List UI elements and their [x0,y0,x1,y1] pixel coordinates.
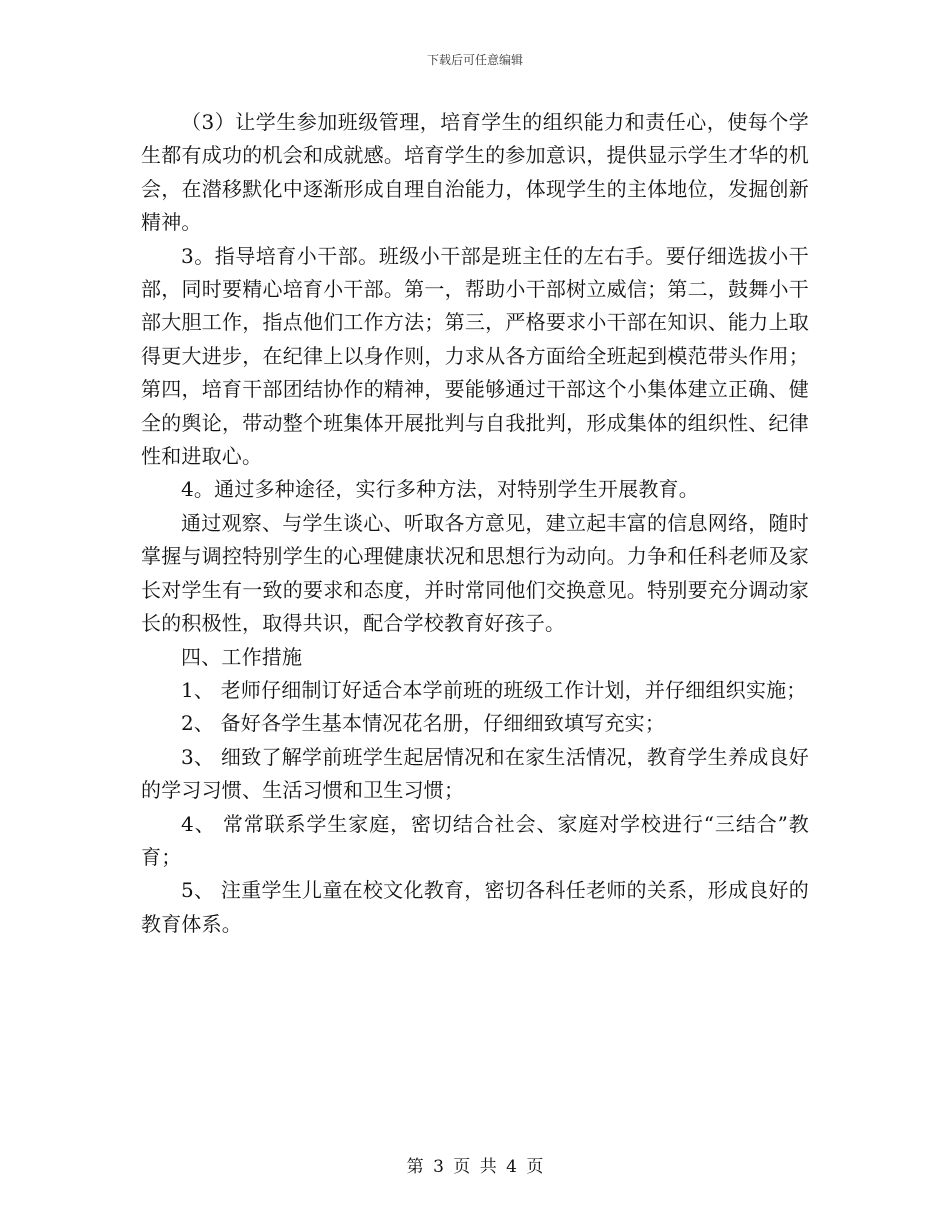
section-heading-measures: 四、工作措施 [181,644,303,669]
page-number-footer: 第 3 页 共 4 页 [406,1157,544,1177]
measure-item-1: 1、 老师仔细制订好适合本学前班的班级工作计划，并仔细组织实施； [181,677,807,702]
paragraph-special-students-body: 通过观察、与学生谈心、听取各方意见，建立起丰富的信息网络，随时掌握与调控特别学生的心理健康状况和思想行为动向。力争和任科老师及家长对学生有一致的要求和态度，并时常同他们交换意见。特别要充分调动家长的积极性，取得共识，配合学校教育好孩子。 [141,510,809,636]
paragraph-train-cadres: 3。指导培育小干部。班级小干部是班主任的左右手。要仔细选拔小干部，同时要精心培育小干部。第一，帮助小干部树立威信；第二，鼓舞小干部大胆工作，指点他们工作方法；第三，严格要求小干部在知识、能力上取得更大进步，在纪律上以身作则，力求从各方面给全班起到模范带头作用；第四，培育干部团结协作的精神，要能够通过干部这个小集体建立正确、健全的舆论，带动整个班集体开展批判与自我批判，形成集体的组织性、纪律性和进取心。 [141,243,809,469]
document-body [141,106,809,941]
page-header: 下载后可任意编辑 [426,53,523,67]
measure-item-5: 5、 注重学生儿童在校文化教育，密切各科任老师的关系，形成良好的教育体系。 [141,878,809,936]
measure-item-4: 4、 常常联系学生家庭，密切结合社会、家庭对学校进行“三结合”教育； [141,811,809,869]
measure-item-3: 3、 细致了解学前班学生起居情况和在家生活情况，教育学生养成良好的学习习惯、生活习惯和卫生习惯； [141,744,809,803]
paragraph-student-management: （3）让学生参加班级管理，培育学生的组织能力和责任心，使每个学生都有成功的机会和成就感。培育学生的参加意识，提供显示学生才华的机会，在潜移默化中逐渐形成自理自治能力，体现学生的主体地位，发掘创新精神。 [141,110,809,235]
measure-item-2: 2、 备好各学生基本情况花名册，仔细细致填写充实； [181,711,666,736]
paragraph-special-students-heading: 4。通过多种途径，实行多种方法，对特别学生开展教育。 [181,477,699,502]
